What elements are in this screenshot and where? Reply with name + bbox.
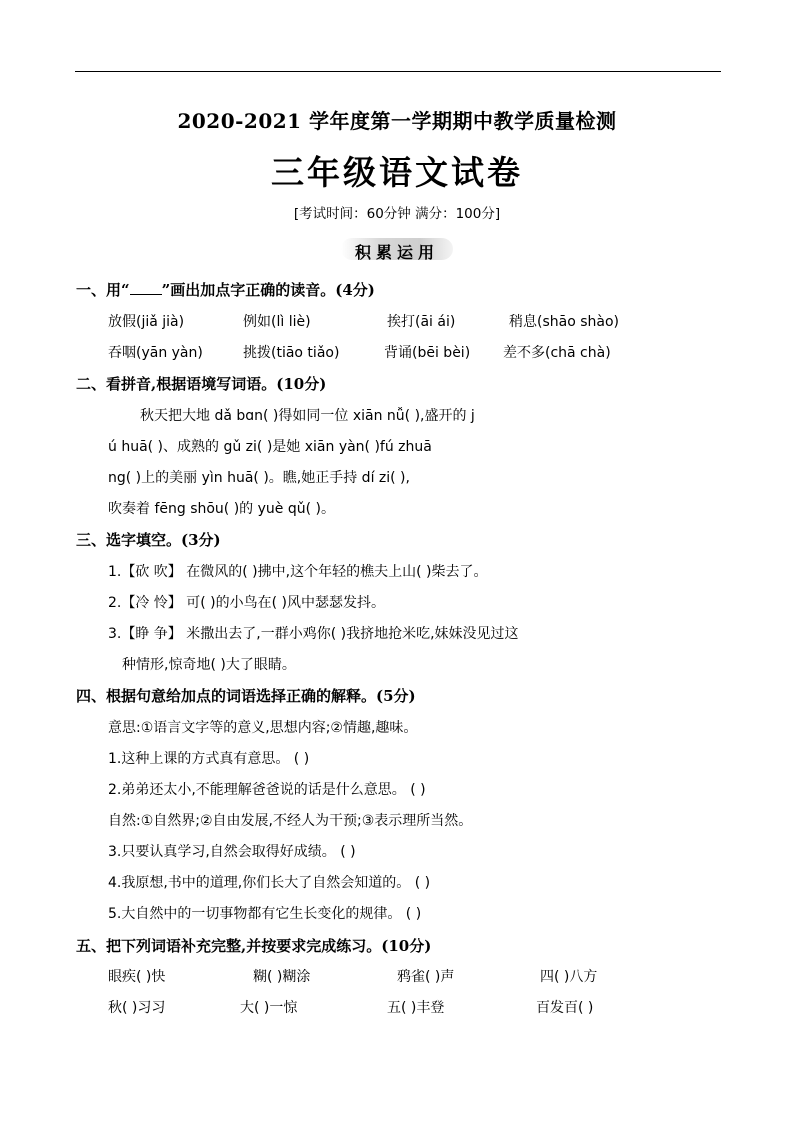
q1-heading: [76, 279, 375, 300]
q5-item: 秋( )习习: [108, 1000, 166, 1016]
q2-line: 秋天把大地 dǎ bɑn( )得如同一位 xiān nǚ( ),盛开的 j: [140, 408, 475, 424]
q5-item: 鸦雀( )声: [397, 969, 455, 985]
q3-line: 2.【冷 怜】 可( )的小鸟在( )风中瑟瑟发抖。: [108, 595, 386, 611]
q2-line: ú huā( )、成熟的 gǔ zi( )是她 xiān yàn( )fú zhuā: [108, 439, 432, 455]
q4-line: 意思:①语言文字等的意义,思想内容;②情趣,趣味。: [108, 720, 418, 736]
q5-item: 大( )一惊: [240, 1000, 298, 1016]
exam-info: [考试时间：60分钟 满分：100分]: [293, 206, 501, 222]
q5-item: 百发百( ): [536, 1000, 594, 1016]
q4-line: 2.弟弟还太小,不能理解爸爸说的话是什么意思。 ( ): [108, 782, 426, 798]
q1-item: 差不多(chā chà): [503, 345, 611, 361]
q1-item: 吞咽(yān yàn): [108, 345, 203, 361]
q4-line: 3.只要认真学习,自然会取得好成绩。 ( ): [108, 844, 356, 860]
q3-line: 3.【睁 争】 米撒出去了,一群小鸡你( )我挤地抢米吃,妹妹没见过这: [108, 626, 519, 642]
q1-item: 放假(jiǎ jià): [108, 314, 185, 330]
q5-heading: 五、把下列词语补充完整,并按要求完成练习。(10分): [76, 937, 432, 955]
q4-line: 1.这种上课的方式真有意思。 ( ): [108, 751, 310, 767]
q2-heading: 二、看拼音,根据语境写词语。(10分): [76, 375, 327, 393]
answer-underline-sample: [130, 282, 162, 295]
q1-item: 稍息(shāo shào): [509, 314, 619, 330]
q5-item: 糊( )糊涂: [253, 969, 311, 985]
exam-subtitle: 2020-2021 学年度第一学期期中教学质量检测: [177, 109, 617, 133]
section-badge: 积累运用: [354, 243, 439, 262]
q1-item: 例如(lì liè): [243, 314, 311, 330]
q5-item: 四( )八方: [540, 969, 598, 985]
q3-heading: 三、选字填空。(3分): [76, 531, 221, 549]
q4-line: 5.大自然中的一切事物都有它生长变化的规律。 ( ): [108, 906, 422, 922]
q5-item: 眼疾( )快: [108, 969, 166, 985]
q4-line: 自然:①自然界;②自由发展,不经人为干预;③表示理所当然。: [108, 813, 473, 829]
q5-item: 五( )丰登: [387, 1000, 445, 1016]
q1-item: 挨打(āi ái): [387, 314, 456, 330]
q4-heading: 四、根据句意给加点的词语选择正确的解释。(5分): [76, 687, 416, 705]
exam-title: 三年级语文试卷: [271, 153, 523, 192]
q2-line: ng( )上的美丽 yìn huā( )。瞧,她正手持 dí zi( ),: [108, 470, 410, 486]
q1-item: 背诵(bēi bèi): [384, 345, 471, 361]
q3-line: 1.【砍 吹】 在微风的( )拂中,这个年轻的樵夫上山( )柴去了。: [108, 564, 488, 580]
q1-item: 挑拨(tiāo tiǎo): [243, 345, 340, 361]
q1-heading-pre: 一、用“: [76, 281, 130, 299]
q1-heading-post: ”画出加点字正确的读音。(4分): [161, 281, 375, 299]
q4-line: 4.我原想,书中的道理,你们长大了自然会知道的。 ( ): [108, 875, 431, 891]
q3-line: 种情形,惊奇地( )大了眼睛。: [122, 657, 296, 673]
header-rule: [75, 71, 721, 72]
q2-line: 吹奏着 fēng shōu( )的 yuè qǔ( )。: [108, 501, 335, 517]
